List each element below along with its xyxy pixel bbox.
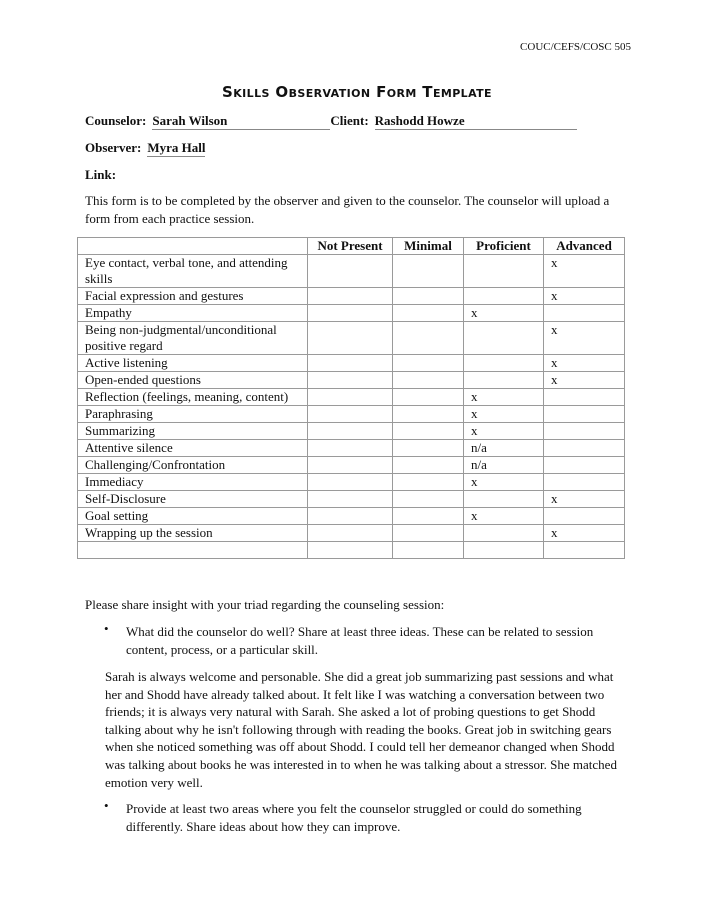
advanced-cell [544,508,625,525]
not-present-cell [308,305,393,322]
advanced-cell: x [544,372,625,389]
insight-prompt: Please share insight with your triad regarding the counseling session: [85,597,445,612]
not-present-cell [308,372,393,389]
proficient-cell: x [464,508,544,525]
table-row [78,440,625,457]
skill-cell: Eye contact, verbal tone, and attending skills [78,255,308,288]
not-present-cell [308,474,393,491]
advanced-cell: x [544,288,625,305]
observer-line [85,140,205,157]
skill-cell: Summarizing [78,423,308,440]
table-row [78,305,625,322]
table-row [78,423,625,440]
table-row [78,255,625,288]
advanced-cell: x [544,525,625,542]
table-row [78,525,625,542]
skill-cell: Reflection (feelings, meaning, content) [78,389,308,406]
skill-cell: Challenging/Confrontation [78,457,308,474]
link-line [85,167,122,183]
not-present-cell [308,457,393,474]
client-value: Rashodd Howze [375,113,577,130]
advanced-cell: x [544,255,625,288]
form-title: Skills Observation Form Template [222,83,492,101]
advanced-cell: x [544,355,625,372]
minimal-cell [393,305,464,322]
minimal-cell [393,389,464,406]
proficient-cell [464,525,544,542]
table-row [78,457,625,474]
proficient-cell [464,491,544,508]
not-present-cell [308,508,393,525]
observer-label: Observer: [85,140,142,155]
advanced-cell [544,406,625,423]
course-code: COUC/CEFS/COSC 505 [520,41,631,53]
not-present-cell [308,288,393,305]
proficient-cell [464,288,544,305]
advanced-cell: x [544,322,625,355]
table-row [78,508,625,525]
minimal-cell [393,474,464,491]
table-row [78,406,625,423]
minimal-cell [393,355,464,372]
table-row [78,322,625,355]
minimal-cell [393,372,464,389]
advanced-cell [544,305,625,322]
header-not-present: Not Present [308,238,393,255]
skill-cell: Immediacy [78,474,308,491]
advanced-cell: x [544,491,625,508]
minimal-cell [393,423,464,440]
proficient-cell: x [464,474,544,491]
skill-cell: Active listening [78,355,308,372]
table-row [78,288,625,305]
header-minimal: Minimal [393,238,464,255]
advanced-cell [544,389,625,406]
header-advanced: Advanced [544,238,625,255]
skill-cell: Self-Disclosure [78,491,308,508]
answer-well: Sarah is always welcome and personable. She did a great job summarizing past sessions and what her and Shodd have already talked about. It felt like I was watching a conversation between two friends; it is always very natural with Sarah. She asked a lot of probing questions to get Shodd talking about why he isn't following through with reading the books. Great job in switching gears when she noticed something was off about Shodd. I could tell her demeanor changed when Shodd was talking about books he was interested in to when he was talking about a stressor. She matched emotion very well. [105,669,617,790]
minimal-cell [393,525,464,542]
advanced-cell [544,474,625,491]
not-present-cell [308,322,393,355]
proficient-cell: x [464,305,544,322]
table-row [78,389,625,406]
advanced-cell [544,423,625,440]
table-row [78,491,625,508]
not-present-cell [308,423,393,440]
counselor-client-line [85,113,577,130]
skill-cell: Attentive silence [78,440,308,457]
proficient-cell [464,322,544,355]
skill-cell: Being non-judgmental/unconditional positive regard [78,322,308,355]
header-skill [78,238,308,255]
minimal-cell [393,322,464,355]
skill-cell: Goal setting [78,508,308,525]
minimal-cell [393,440,464,457]
minimal-cell [393,457,464,474]
proficient-cell [464,355,544,372]
minimal-cell [393,255,464,288]
header-proficient: Proficient [464,238,544,255]
proficient-cell: n/a [464,457,544,474]
bullet-marker: • [104,621,109,636]
advanced-cell [544,542,625,559]
not-present-cell [308,525,393,542]
not-present-cell [308,440,393,457]
proficient-cell: x [464,406,544,423]
minimal-cell [393,491,464,508]
client-label: Client: [330,113,369,128]
proficient-cell: n/a [464,440,544,457]
bullet-marker: • [104,798,109,813]
skill-cell: Open-ended questions [78,372,308,389]
skill-cell [78,542,308,559]
skill-cell: Empathy [78,305,308,322]
question-struggled: Provide at least two areas where you felt the counselor struggled or could do something differently. Share ideas about how they can improve. [126,801,582,834]
proficient-cell [464,372,544,389]
not-present-cell [308,355,393,372]
proficient-cell: x [464,423,544,440]
table-row [78,474,625,491]
minimal-cell [393,508,464,525]
skill-cell: Wrapping up the session [78,525,308,542]
not-present-cell [308,255,393,288]
table-row [78,355,625,372]
skill-cell: Facial expression and gestures [78,288,308,305]
table-row [78,372,625,389]
minimal-cell [393,288,464,305]
intro-paragraph: This form is to be completed by the observer and given to the counselor. The counselor will upload a form from each practice session. [85,193,610,226]
minimal-cell [393,406,464,423]
skill-cell: Paraphrasing [78,406,308,423]
table-header-row [78,238,625,255]
proficient-cell [464,542,544,559]
question-well: What did the counselor do well? Share at least three ideas. These can be related to session content, process, or a particular skill. [126,624,594,657]
skills-table [77,237,625,559]
not-present-cell [308,389,393,406]
minimal-cell [393,542,464,559]
not-present-cell [308,406,393,423]
counselor-value: Sarah Wilson [152,113,330,130]
table-row [78,542,625,559]
advanced-cell [544,440,625,457]
proficient-cell: x [464,389,544,406]
not-present-cell [308,542,393,559]
advanced-cell [544,457,625,474]
link-label: Link: [85,167,117,182]
counselor-label: Counselor: [85,113,147,128]
observer-value: Myra Hall [147,140,206,155]
not-present-cell [308,491,393,508]
proficient-cell [464,255,544,288]
